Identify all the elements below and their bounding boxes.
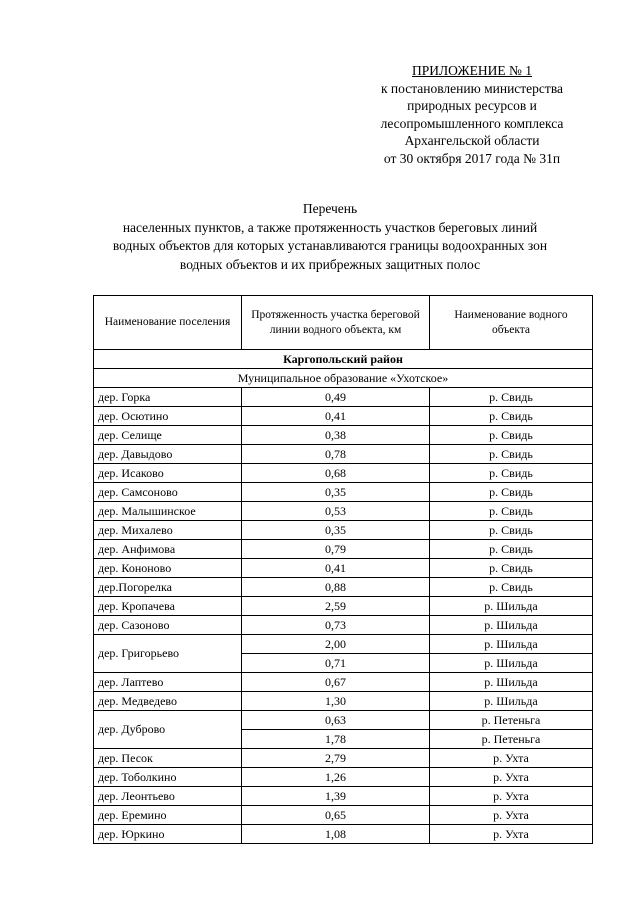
table-row — [94, 768, 593, 787]
settlement-cell: дер. Леонтьево — [94, 787, 242, 806]
water-object-cell: р. Петеньга — [430, 730, 593, 749]
table-row — [94, 578, 593, 597]
header-water-object: Наименование водного объекта — [430, 296, 593, 350]
water-object-cell: р. Шильда — [430, 673, 593, 692]
table-row — [94, 711, 593, 730]
table-row — [94, 692, 593, 711]
water-object-cell: р. Шильда — [430, 597, 593, 616]
water-object-cell: р. Петеньга — [430, 711, 593, 730]
appendix-line: Архангельской области — [404, 133, 540, 149]
settlement-cell: дер. Юркино — [94, 825, 242, 844]
settlement-cell: дер. Дуброво — [94, 711, 242, 749]
header-settlement: Наименование поселения — [94, 296, 242, 350]
table-row — [94, 483, 593, 502]
settlement-cell: дер. Анфимова — [94, 540, 242, 559]
water-object-cell: р. Ухта — [430, 825, 593, 844]
table-row — [94, 464, 593, 483]
appendix-line: природных ресурсов и — [407, 98, 537, 114]
water-object-cell: р. Свидь — [430, 559, 593, 578]
settlement-cell: дер. Осютино — [94, 407, 242, 426]
settlement-cell: дер. Кононово — [94, 559, 242, 578]
settlements-table — [93, 295, 593, 844]
length-cell: 0,35 — [242, 521, 430, 540]
title-line: водных объектов для которых устанавливаются границы водоохранных зон — [112, 238, 548, 254]
title-word: Перечень — [302, 201, 358, 216]
settlement-cell: дер. Исаково — [94, 464, 242, 483]
length-cell: 1,39 — [242, 787, 430, 806]
water-object-cell: р. Ухта — [430, 806, 593, 825]
settlement-cell: дер. Селище — [94, 426, 242, 445]
table-row — [94, 388, 593, 407]
appendix-line: к постановлению министерства — [380, 80, 564, 96]
appendix-block — [352, 62, 592, 168]
length-cell: 0,53 — [242, 502, 430, 521]
table-row — [94, 825, 593, 844]
water-object-cell: р. Свидь — [430, 426, 593, 445]
water-object-cell: р. Шильда — [430, 654, 593, 673]
water-object-cell: р. Ухта — [430, 787, 593, 806]
length-cell: 2,79 — [242, 749, 430, 768]
table-row — [94, 635, 593, 654]
table-row — [94, 521, 593, 540]
appendix-line: лесопромышленного комплекса — [380, 115, 564, 131]
table-row — [94, 502, 593, 521]
table-row — [94, 445, 593, 464]
water-object-cell: р. Шильда — [430, 616, 593, 635]
water-object-cell: р. Ухта — [430, 749, 593, 768]
water-object-cell: р. Свидь — [430, 502, 593, 521]
appendix-heading: ПРИЛОЖЕНИЕ № 1 — [411, 63, 533, 78]
table-row — [94, 749, 593, 768]
settlement-cell: дер.Погорелка — [94, 578, 242, 597]
length-cell: 0,71 — [242, 654, 430, 673]
length-cell: 0,41 — [242, 407, 430, 426]
settlement-cell: дер. Медведево — [94, 692, 242, 711]
length-cell: 0,49 — [242, 388, 430, 407]
length-cell: 0,67 — [242, 673, 430, 692]
length-cell: 0,65 — [242, 806, 430, 825]
length-cell: 1,78 — [242, 730, 430, 749]
municipality-name: Муниципальное образование «Ухотское» — [94, 369, 593, 388]
water-object-cell: р. Свидь — [430, 483, 593, 502]
settlement-cell: дер. Михалево — [94, 521, 242, 540]
header-length: Протяженность участка береговой линии водного объекта, км — [242, 296, 430, 350]
settlement-cell: дер. Лаптево — [94, 673, 242, 692]
settlement-cell: дер. Кропачева — [94, 597, 242, 616]
length-cell: 0,35 — [242, 483, 430, 502]
document-title — [60, 200, 600, 275]
length-cell: 0,38 — [242, 426, 430, 445]
length-cell: 1,26 — [242, 768, 430, 787]
table-row — [94, 806, 593, 825]
district-name: Каргопольский район — [94, 350, 593, 369]
appendix-line: от 30 октября 2017 года № 31п — [383, 150, 561, 166]
table-row — [94, 673, 593, 692]
table-row — [94, 559, 593, 578]
settlement-cell: дер. Малышинское — [94, 502, 242, 521]
table-row — [94, 787, 593, 806]
title-line: водных объектов и их прибрежных защитных полос — [179, 257, 481, 273]
length-cell: 0,78 — [242, 445, 430, 464]
settlement-cell: дер. Самсоново — [94, 483, 242, 502]
municipality-row — [94, 369, 593, 388]
table-row — [94, 540, 593, 559]
table-row — [94, 407, 593, 426]
length-cell: 0,79 — [242, 540, 430, 559]
table-row — [94, 616, 593, 635]
water-object-cell: р. Свидь — [430, 578, 593, 597]
length-cell: 0,73 — [242, 616, 430, 635]
table-row — [94, 426, 593, 445]
water-object-cell: р. Свидь — [430, 521, 593, 540]
district-row — [94, 350, 593, 369]
length-cell: 0,41 — [242, 559, 430, 578]
length-cell: 2,00 — [242, 635, 430, 654]
settlement-cell: дер. Сазоново — [94, 616, 242, 635]
water-object-cell: р. Свидь — [430, 445, 593, 464]
length-cell: 0,63 — [242, 711, 430, 730]
table-header-row — [94, 296, 593, 350]
title-line: населенных пунктов, а также протяженность участков береговых линий — [122, 219, 538, 235]
length-cell: 2,59 — [242, 597, 430, 616]
settlement-cell: дер. Горка — [94, 388, 242, 407]
settlement-cell: дер. Давыдово — [94, 445, 242, 464]
length-cell: 0,88 — [242, 578, 430, 597]
length-cell: 1,08 — [242, 825, 430, 844]
settlement-cell: дер. Григорьево — [94, 635, 242, 673]
table-row — [94, 597, 593, 616]
water-object-cell: р. Ухта — [430, 768, 593, 787]
water-object-cell: р. Свидь — [430, 464, 593, 483]
water-object-cell: р. Шильда — [430, 692, 593, 711]
water-object-cell: р. Свидь — [430, 388, 593, 407]
water-object-cell: р. Свидь — [430, 540, 593, 559]
length-cell: 0,68 — [242, 464, 430, 483]
settlement-cell: дер. Песок — [94, 749, 242, 768]
settlement-cell: дер. Еремино — [94, 806, 242, 825]
water-object-cell: р. Свидь — [430, 407, 593, 426]
water-object-cell: р. Шильда — [430, 635, 593, 654]
length-cell: 1,30 — [242, 692, 430, 711]
settlement-cell: дер. Тоболкино — [94, 768, 242, 787]
